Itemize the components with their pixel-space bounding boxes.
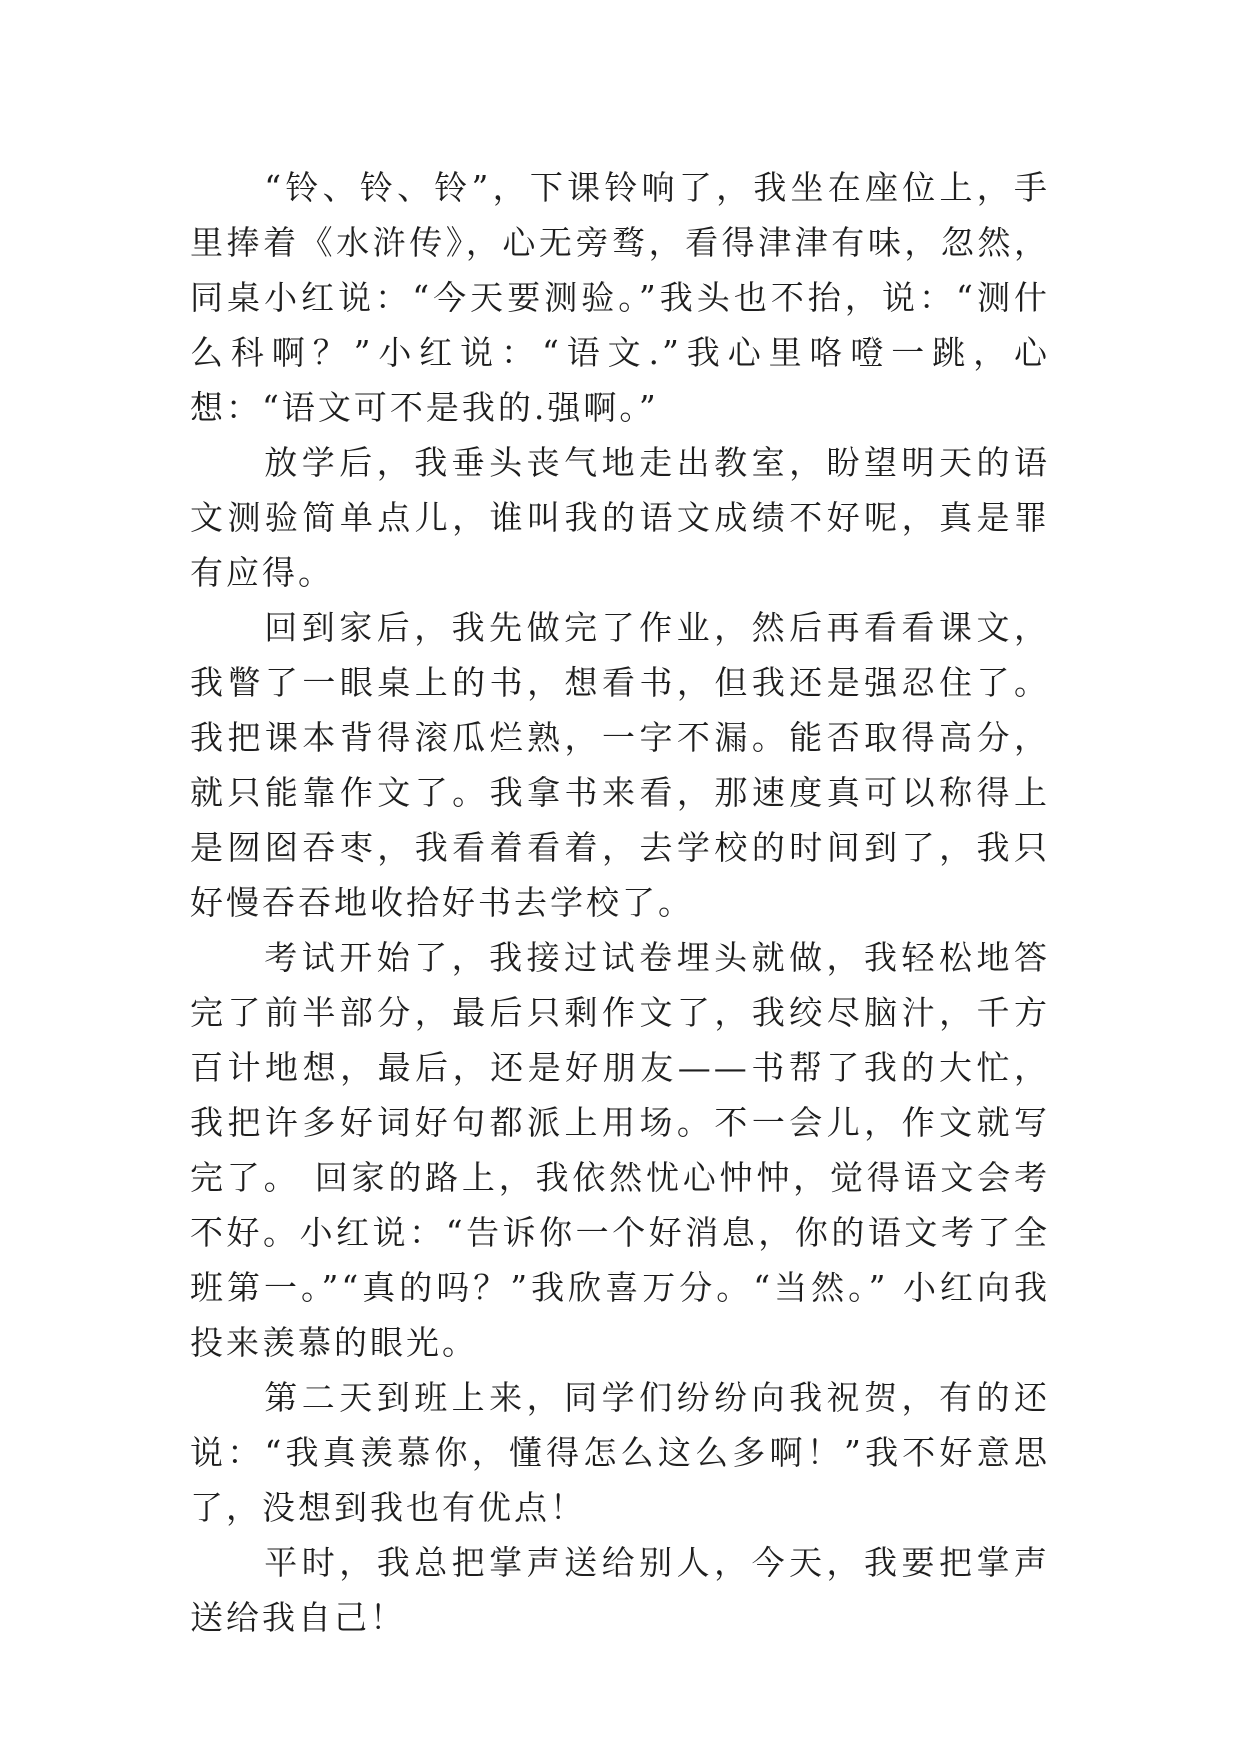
paragraph-6: 平时，我总把掌声送给别人，今天，我要把掌声送给我自己！ xyxy=(190,1543,1050,1637)
paragraph-2: 放学后，我垂头丧气地走出教室，盼望明天的语文测验简单点儿，谁叫我的语文成绩不好呢，真是罪有应得。 xyxy=(190,443,1050,592)
essay-body xyxy=(190,160,1050,1645)
paragraph-4: 考试开始了，我接过试卷埋头就做，我轻松地答完了前半部分，最后只剩作文了，我绞尽脑汁，千方百计地想，最后，还是好朋友——书帮了我的大忙，我把许多好词好句都派上用场。不一会儿，作文就写完了。 回家的路上，我依然忧心忡忡，觉得语文会考不好。小红说：“告诉你一个好消息，你的语文考了全班第一。”“真的吗？”我欣喜万分。“当然。” 小红向我投来羡慕的眼光。 xyxy=(190,938,1050,1362)
paragraph-1: “铃、铃、铃”，下课铃响了，我坐在座位上，手里捧着《水浒传》，心无旁骛，看得津津有味，忽然，同桌小红说：“今天要测验。”我头也不抬，说：“测什么科啊？”小红说：“语文.”我心里咯噔一跳，心想：“语文可不是我的.强啊。” xyxy=(190,168,1050,427)
paragraph-3: 回到家后，我先做完了作业，然后再看看课文，我瞥了一眼桌上的书，想看书，但我还是强忍住了。我把课本背得滚瓜烂熟，一字不漏。能否取得高分，就只能靠作文了。我拿书来看，那速度真可以称得上是囫囵吞枣，我看着看着，去学校的时间到了，我只好慢吞吞地收拾好书去学校了。 xyxy=(190,608,1050,922)
paragraph-5: 第二天到班上来，同学们纷纷向我祝贺，有的还说：“我真羡慕你，懂得怎么这么多啊！”我不好意思了，没想到我也有优点！ xyxy=(190,1378,1050,1527)
